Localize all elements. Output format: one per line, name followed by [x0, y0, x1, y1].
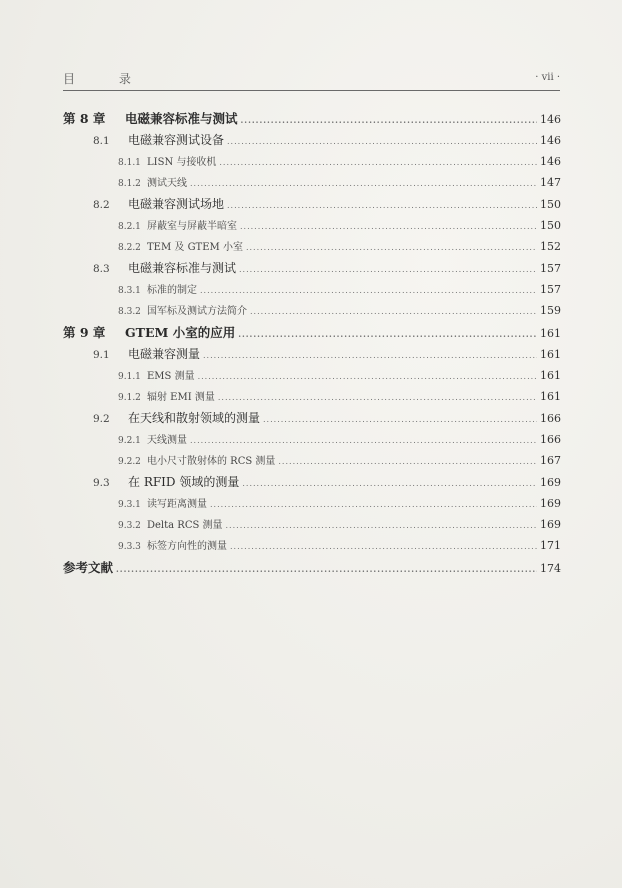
dot-leader: [190, 436, 537, 445]
dot-leader: [250, 307, 537, 316]
dot-leader: [198, 372, 537, 381]
toc-section-entry: [63, 345, 561, 367]
toc-entry-title: TEM 及 GTEM 小室: [147, 242, 243, 253]
toc-section-entry: [63, 131, 561, 153]
toc-entry-number: 8.3.2: [118, 307, 141, 317]
toc-entry-number: 9.2.1: [118, 436, 141, 446]
toc-entry-title: Delta RCS 测量: [147, 520, 223, 531]
dot-leader: [218, 393, 537, 402]
toc-entry-page: 146: [540, 134, 561, 147]
toc-subsection-entry: [63, 388, 561, 409]
toc-entry-number: 8.2.2: [118, 243, 141, 253]
toc-entry-number: 9.2: [93, 413, 110, 425]
toc-entry-page: 167: [540, 454, 561, 467]
toc-entry-title: 国军标及测试方法简介: [147, 306, 247, 317]
toc-entry-number: 8.1: [93, 135, 110, 147]
dot-leader: [200, 286, 537, 295]
toc-entry-title: 电磁兼容标准与测试: [128, 261, 237, 275]
toc-entry-title: 电小尺寸散射体的 RCS 测量: [147, 456, 276, 467]
toc-entry-page: 161: [540, 327, 561, 340]
toc-entry-page: 174: [540, 562, 561, 575]
toc-entry-title: GTEM 小室的应用: [125, 325, 236, 340]
dot-leader: [227, 137, 537, 146]
toc-entry-page: 161: [540, 390, 561, 403]
toc-entry-title: 电磁兼容测试场地: [128, 197, 225, 211]
toc-subsection-entry: [63, 238, 561, 259]
toc-entry-number: 9.3: [93, 477, 110, 489]
toc-entry-title: 天线测量: [147, 435, 187, 446]
toc-entry-page: 161: [540, 348, 561, 361]
toc-chapter-entry: [63, 109, 561, 131]
toc-entry-page: 146: [540, 155, 561, 168]
toc-section-entry: [63, 195, 561, 217]
toc-subsection-entry: [63, 174, 561, 195]
dot-leader: [242, 479, 537, 488]
toc-entry-number: 9.1: [93, 349, 110, 361]
toc-entry-page: 147: [540, 176, 561, 189]
toc-entry-title: 在 RFID 领域的测量: [128, 475, 240, 489]
toc-entry-page: 150: [540, 198, 561, 211]
toc-entry-number: 8.2.1: [118, 222, 141, 232]
dot-leader: [219, 158, 537, 167]
toc-subsection-entry: [63, 452, 561, 473]
toc-entry-page: 146: [540, 113, 561, 126]
toc-entry-number: 9.3.2: [118, 521, 141, 531]
toc-entry-title: 标签方向性的测量: [147, 541, 227, 552]
dot-leader: [203, 351, 537, 360]
toc-section-entry: [63, 259, 561, 281]
dot-leader: [238, 329, 537, 339]
toc-subsection-entry: [63, 367, 561, 388]
dot-leader: [226, 521, 537, 530]
toc-entry-page: 166: [540, 433, 561, 446]
toc-entry-title: EMS 测量: [147, 371, 195, 382]
toc-entry-title: 参考文献: [63, 560, 114, 575]
toc-entry-title: LISN 与接收机: [147, 157, 217, 168]
toc-section-entry: [63, 409, 561, 431]
toc-entry-number: 8.3: [93, 263, 110, 275]
toc-entry-title: 电磁兼容标准与测试: [125, 111, 238, 126]
dot-leader: [230, 542, 537, 551]
toc-entry-page: 159: [540, 304, 561, 317]
toc-subsection-entry: [63, 281, 561, 302]
toc-entry-title: 电磁兼容测试设备: [128, 133, 225, 147]
toc-subsection-entry: [63, 495, 561, 516]
toc-entry-page: 150: [540, 219, 561, 232]
toc-subsection-entry: [63, 431, 561, 452]
toc-subsection-entry: [63, 516, 561, 537]
dot-leader: [116, 564, 537, 574]
toc-entry-number: 8.1.1: [118, 158, 141, 168]
toc-entry-page: 157: [540, 262, 561, 275]
header-title: 目 录: [63, 72, 151, 86]
toc-entry-title: 标准的制定: [147, 285, 197, 296]
dot-leader: [263, 415, 537, 424]
toc-subsection-entry: [63, 302, 561, 323]
toc-entry-number: 第 9 章: [63, 325, 106, 340]
toc-entry-number: 9.1.2: [118, 393, 141, 403]
toc-section-entry: [63, 473, 561, 495]
dot-leader: [241, 115, 537, 125]
toc-entry-page: 169: [540, 518, 561, 531]
toc-entry-title: 测试天线: [147, 178, 187, 189]
toc-entry-page: 169: [540, 497, 561, 510]
toc-entry-number: 9.1.1: [118, 372, 141, 382]
toc-entry-number: 第 8 章: [63, 111, 106, 126]
toc-entry-page: 166: [540, 412, 561, 425]
header-page-number: · vii ·: [535, 72, 560, 83]
toc-entry-title: 读写距离测量: [147, 499, 207, 510]
toc-entry-number: 8.3.1: [118, 286, 141, 296]
toc-entry-title: 电磁兼容测量: [128, 347, 201, 361]
toc-entry-page: 157: [540, 283, 561, 296]
dot-leader: [278, 457, 537, 466]
running-header: [63, 66, 560, 91]
toc-entry-number: 8.2: [93, 199, 110, 211]
table-of-contents: [63, 109, 561, 580]
toc-entry-title: 辐射 EMI 测量: [147, 392, 215, 403]
toc-refs-entry: [63, 558, 561, 580]
toc-entry-number: 8.1.2: [118, 179, 141, 189]
toc-entry-page: 152: [540, 240, 561, 253]
toc-entry-title: 在天线和散射领域的测量: [128, 411, 261, 425]
dot-leader: [227, 201, 537, 210]
toc-entry-page: 171: [540, 539, 561, 552]
toc-entry-number: 9.3.3: [118, 542, 141, 552]
toc-chapter-entry: [63, 323, 561, 345]
toc-subsection-entry: [63, 217, 561, 238]
toc-subsection-entry: [63, 537, 561, 558]
dot-leader: [239, 265, 537, 274]
dot-leader: [240, 222, 537, 231]
toc-entry-number: 9.3.1: [118, 500, 141, 510]
dot-leader: [190, 179, 537, 188]
toc-subsection-entry: [63, 153, 561, 174]
toc-entry-page: 161: [540, 369, 561, 382]
dot-leader: [210, 500, 537, 509]
toc-entry-title: 屏蔽室与屏蔽半暗室: [147, 221, 237, 232]
dot-leader: [246, 243, 537, 252]
toc-entry-number: 9.2.2: [118, 457, 141, 467]
toc-entry-page: 169: [540, 476, 561, 489]
